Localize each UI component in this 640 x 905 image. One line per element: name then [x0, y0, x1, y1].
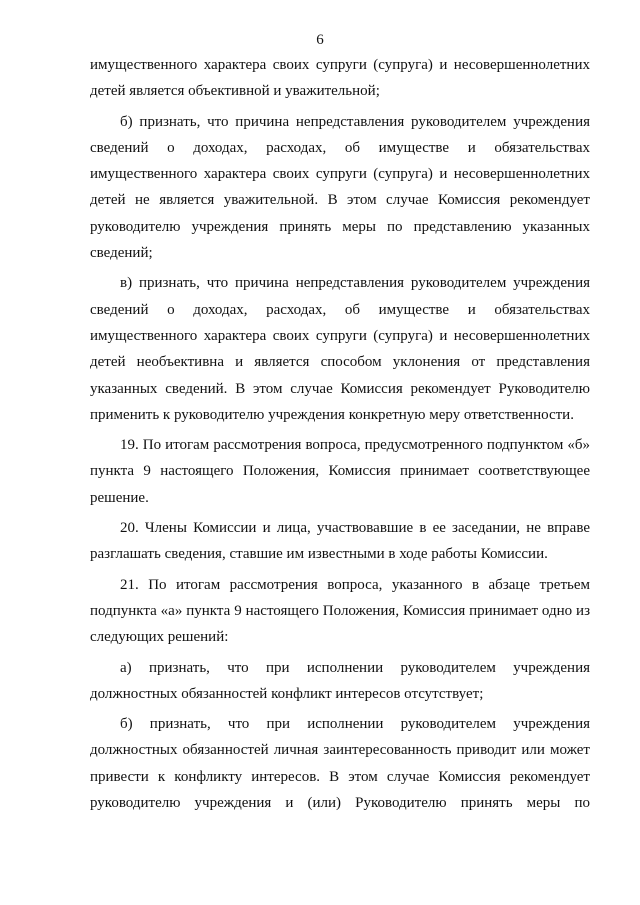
- document-body: [90, 52, 590, 816]
- paragraph-20: 20. Члены Комиссии и лица, участвовавшие в ее заседании, не вправе разглашать сведения, ставшие им известными в ходе работы Комиссии.: [90, 520, 590, 563]
- paragraph-item-v: в) признать, что причина непредставления руководителем учреждения сведений о доходах, расходах, об имуществе и обязательствах имущественного характера своих супруги (супруга) и несовершеннолетних детей необъективна и является способом уклонения от представления указанных сведений. В этом случае Комиссия рекомендует Руководителю применить к руководителю учреждения конкретную меру ответственности.: [90, 275, 590, 423]
- paragraph-continuation: имущественного характера своих супруги (супруга) и несовершеннолетних детей является объективной и уважительной;: [90, 57, 590, 100]
- paragraph-21: 21. По итогам рассмотрения вопроса, указанного в абзаце третьем подпункта «а» пункта 9 настоящего Положения, Комиссия принимает одно из следующих решений:: [90, 576, 590, 646]
- paragraph-19: 19. По итогам рассмотрения вопроса, предусмотренного подпунктом «б» пункта 9 настоящего Положения, Комиссия принимает соответствующее решение.: [90, 437, 590, 506]
- paragraph-21-item-a: а) признать, что при исполнении руководителем учреждения должностных обязанностей конфликт интересов отсутствует;: [90, 659, 590, 702]
- paragraph-item-b: б) признать, что причина непредставления руководителем учреждения сведений о доходах, расходах, об имуществе и обязательствах имущественного характера своих супруги (супруга) и несовершеннолетних детей не является уважительной. В этом случае Комиссия рекомендует руководителю учреждения принять меры по представлению указанных сведений;: [90, 113, 590, 262]
- paragraph-21-item-b: б) признать, что при исполнении руководителем учреждения должностных обязанностей личная заинтересованность приводит или может привести к конфликту интересов. В этом случае Комиссия рекомендует руководителю учреждения и (или) Руководителю принять меры по: [90, 716, 590, 812]
- page-number: 6: [316, 32, 324, 48]
